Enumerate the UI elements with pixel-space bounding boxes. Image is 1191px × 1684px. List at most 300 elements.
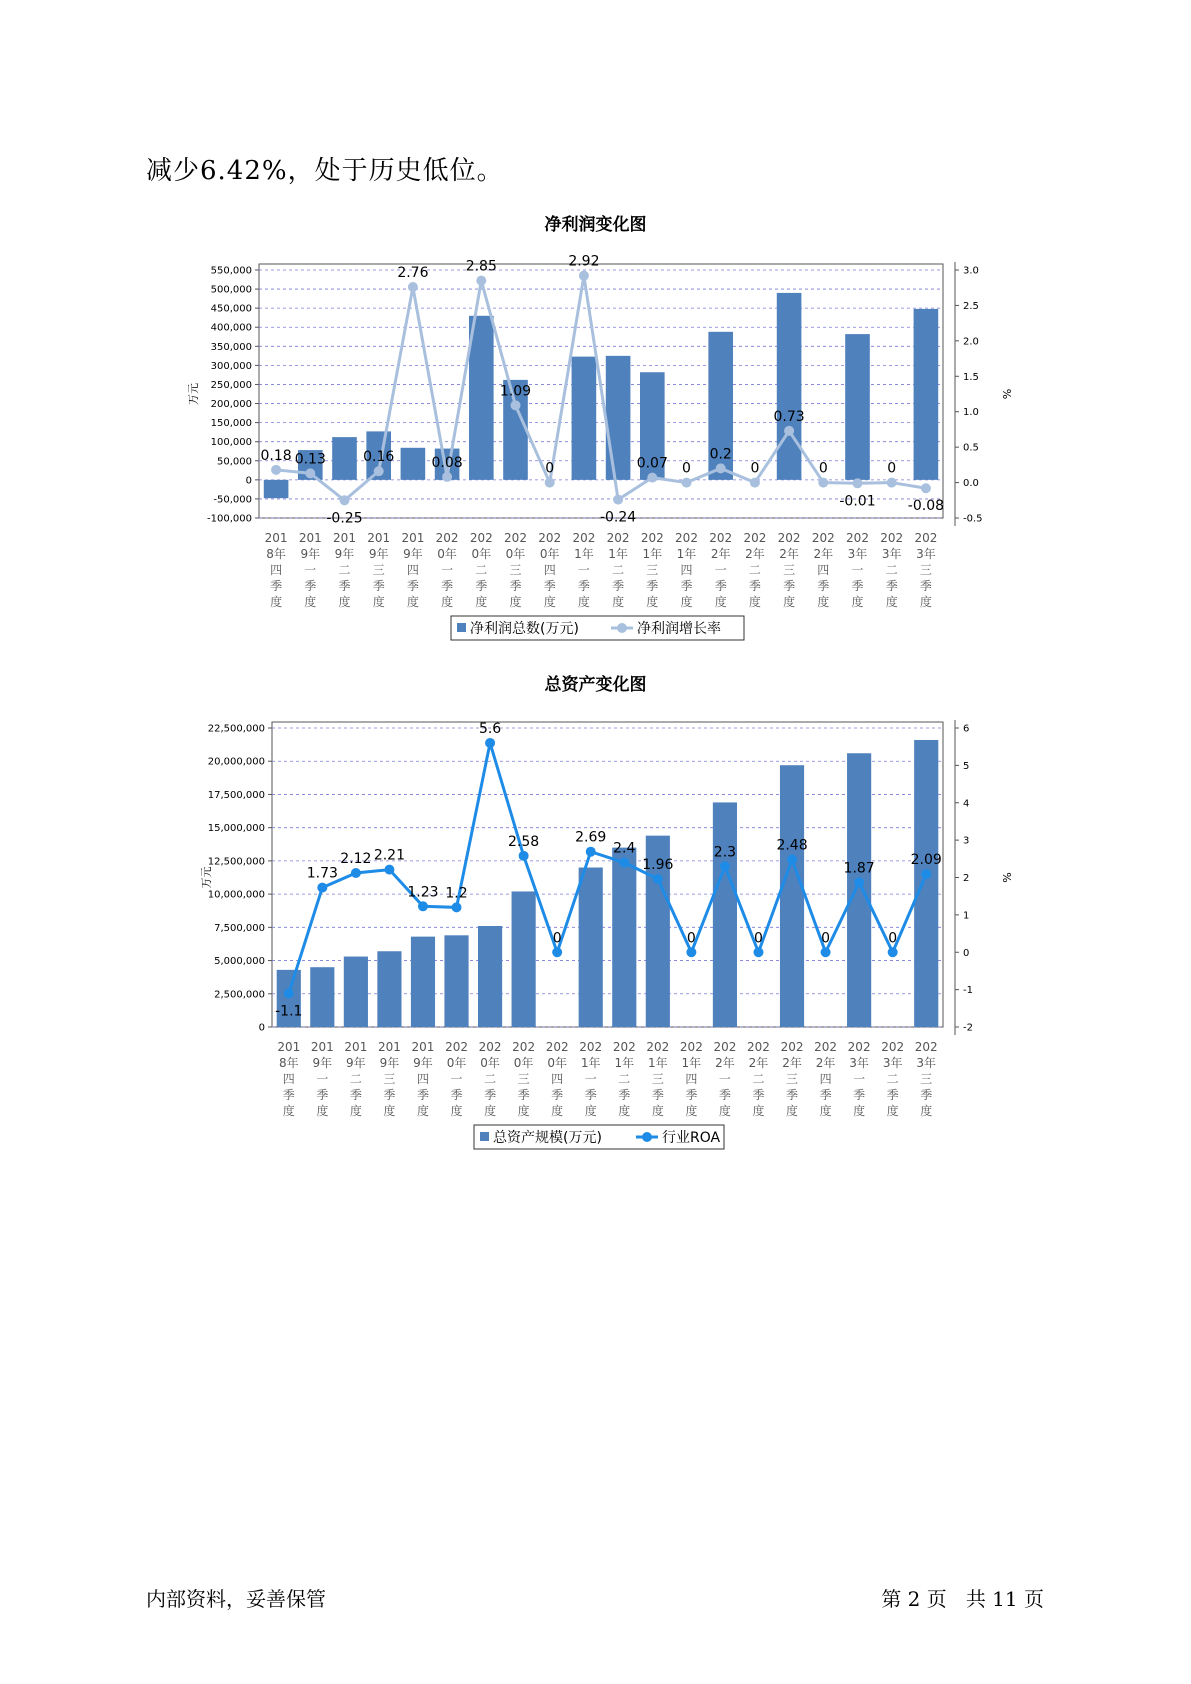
x-tick-label: 度: [304, 595, 317, 609]
x-tick-label: 四: [406, 563, 419, 577]
x-tick-label: 四: [551, 1072, 564, 1086]
x-tick-label: 季: [270, 579, 283, 593]
y-axis-title: 万元: [187, 383, 200, 405]
data-point: [821, 947, 831, 957]
data-point: [374, 466, 384, 476]
x-tick-label: 8年: [278, 1056, 299, 1070]
x-tick-label: 度: [406, 595, 419, 609]
data-point: [552, 947, 562, 957]
intro-paragraph: 减少6.42%，处于历史低位。: [146, 156, 504, 186]
x-tick-label: 三: [509, 563, 522, 577]
x-tick-label: 一: [441, 563, 454, 577]
x-tick-label: 度: [919, 595, 932, 609]
x-tick-label: 1年: [648, 1056, 668, 1070]
data-point: [787, 855, 797, 865]
x-tick-label: 一: [851, 563, 864, 577]
data-label: 2.21: [373, 847, 406, 864]
x-tick-label: 9年: [312, 1056, 333, 1070]
x-tick-label: 202: [504, 531, 527, 545]
bar: [606, 356, 631, 480]
x-tick-label: 202: [579, 1040, 603, 1054]
x-tick-label: 3年: [847, 547, 868, 561]
data-label: 2.4: [613, 840, 636, 857]
data-label: -1.1: [275, 1003, 303, 1020]
plot-frame: [272, 722, 943, 1027]
x-tick-label: 度: [450, 1104, 463, 1118]
x-tick-label: 202: [914, 531, 938, 545]
x-tick-label: 201: [401, 531, 425, 545]
bar: [469, 316, 494, 480]
x-tick-label: 四: [685, 1072, 698, 1086]
data-point: [351, 868, 361, 878]
x-tick-label: 度: [349, 1104, 362, 1118]
data-point: [317, 883, 327, 893]
x-tick-label: 0年: [480, 1056, 500, 1070]
bar: [713, 802, 737, 1027]
x-tick-label: 201: [344, 1040, 368, 1054]
y-tick-label: 50,000: [217, 456, 252, 468]
x-tick-label: 度: [282, 1104, 295, 1118]
x-tick-label: 度: [651, 1104, 664, 1118]
x-tick-label: 三: [786, 1072, 799, 1086]
x-tick-label: 度: [509, 595, 522, 609]
x-tick-label: 二: [475, 563, 488, 577]
data-point: [921, 483, 931, 493]
x-tick-label: 度: [786, 1104, 799, 1118]
x-tick-label: 2年: [748, 1056, 769, 1070]
data-point: [750, 478, 760, 488]
x-tick-label: 2年: [715, 1056, 735, 1070]
data-label: 0: [888, 930, 898, 947]
data-label: 2.58: [508, 833, 540, 850]
x-tick-label: 度: [270, 595, 283, 609]
x-tick-label: 一: [577, 563, 590, 577]
y2-tick-label: 2.5: [963, 300, 979, 312]
x-tick-label: 三: [919, 563, 932, 577]
x-tick-label: 季: [714, 579, 727, 593]
x-tick-label: 四: [270, 563, 283, 577]
x-tick-label: 度: [475, 595, 488, 609]
data-label: 1.2: [445, 885, 468, 902]
y-tick-label: 150,000: [210, 418, 252, 430]
y2-tick-label: 1.0: [963, 407, 979, 419]
data-point: [519, 851, 529, 861]
x-tick-label: 202: [811, 531, 835, 545]
x-tick-label: 202: [640, 531, 664, 545]
x-tick-label: 季: [853, 1088, 866, 1102]
y-tick-label: 0: [245, 475, 252, 487]
data-point: [682, 478, 692, 488]
data-point: [854, 877, 864, 887]
x-tick-label: 三: [783, 563, 796, 577]
bar: [572, 357, 597, 480]
x-tick-label: 二: [612, 563, 625, 577]
x-tick-label: 度: [551, 1104, 564, 1118]
x-tick-label: 3年: [882, 1056, 903, 1070]
data-point: [647, 473, 657, 483]
bar: [847, 753, 871, 1027]
x-tick-label: 四: [543, 563, 556, 577]
x-tick-label: 度: [612, 595, 625, 609]
y2-tick-label: 0.0: [963, 478, 979, 490]
y-tick-label: 0: [258, 1022, 265, 1034]
data-point: [888, 947, 898, 957]
x-tick-label: 三: [651, 1072, 664, 1086]
x-tick-label: 度: [584, 1104, 597, 1118]
x-tick-label: 二: [618, 1072, 631, 1086]
x-tick-label: 度: [714, 595, 727, 609]
data-label: 1.96: [642, 856, 674, 873]
x-tick-label: 2年: [745, 547, 765, 561]
x-tick-label: 202: [846, 531, 869, 545]
x-tick-label: 度: [646, 595, 659, 609]
y-tick-label: 22,500,000: [207, 723, 265, 735]
net-profit-chart-title: 净利润变化图: [544, 215, 647, 235]
x-tick-label: 季: [612, 579, 625, 593]
x-tick-label: 季: [349, 1088, 362, 1102]
y-tick-label: -100,000: [207, 513, 252, 525]
x-tick-label: 201: [277, 1040, 301, 1054]
legend-bar-swatch: [480, 1132, 489, 1141]
y-tick-label: 350,000: [210, 341, 252, 353]
x-tick-label: 二: [484, 1072, 497, 1086]
legend-bar-label: 净利润总数(万元): [470, 621, 579, 637]
x-tick-label: 季: [851, 579, 864, 593]
x-tick-label: 一: [584, 1072, 597, 1086]
y2-tick-label: 0: [963, 947, 970, 959]
x-tick-label: 三: [383, 1072, 396, 1086]
x-tick-label: 季: [819, 1088, 832, 1102]
data-point: [340, 495, 350, 505]
data-point: [284, 988, 294, 998]
x-tick-label: 202: [435, 531, 459, 545]
y2-tick-label: 4: [963, 798, 970, 810]
x-tick-label: 0年: [513, 1056, 534, 1070]
net-profit-chart: [0, 240, 1191, 637]
y2-tick-label: 0.5: [963, 442, 979, 454]
data-label: 5.6: [478, 720, 502, 737]
x-tick-label: 2年: [813, 547, 834, 561]
y-tick-label: 5,000,000: [214, 956, 265, 968]
data-label: 0: [887, 460, 897, 477]
x-tick-label: 度: [885, 595, 898, 609]
x-tick-label: 度: [416, 1104, 429, 1118]
x-tick-label: 202: [675, 531, 698, 545]
x-tick-label: 四: [680, 563, 693, 577]
legend-bar-swatch: [457, 623, 466, 632]
x-tick-label: 四: [819, 1072, 832, 1086]
bar: [411, 937, 435, 1027]
y-tick-label: 500,000: [210, 284, 252, 296]
y2-tick-label: 3: [963, 835, 970, 847]
x-tick-label: 季: [651, 1088, 664, 1102]
x-tick-label: 度: [484, 1104, 497, 1118]
y-tick-label: 300,000: [210, 360, 252, 372]
data-label: 2.12: [340, 851, 372, 868]
x-tick-label: 三: [920, 1072, 933, 1086]
y-tick-label: 2,500,000: [214, 989, 265, 1001]
y2-tick-label: 6: [963, 723, 970, 735]
x-tick-label: 202: [777, 531, 801, 545]
data-point: [720, 861, 730, 871]
x-tick-label: 季: [484, 1088, 497, 1102]
bar: [264, 480, 289, 498]
x-tick-label: 季: [383, 1088, 396, 1102]
bar: [478, 926, 502, 1027]
y2-tick-label: -2: [963, 1022, 973, 1034]
data-label: -0.24: [599, 509, 637, 526]
data-point: [613, 495, 623, 505]
bar: [512, 891, 536, 1027]
data-label: 2.92: [568, 253, 600, 270]
x-tick-label: 一: [714, 563, 727, 577]
data-label: 0.08: [431, 454, 463, 471]
x-tick-label: 2年: [782, 1056, 802, 1070]
x-tick-label: 202: [512, 1040, 536, 1054]
x-tick-label: 季: [406, 579, 419, 593]
x-tick-label: 202: [914, 1040, 938, 1054]
x-tick-label: 度: [618, 1104, 631, 1118]
x-tick-label: 季: [543, 579, 556, 593]
x-tick-label: 度: [851, 595, 864, 609]
x-tick-label: 1年: [676, 547, 697, 561]
x-tick-label: 201: [264, 531, 288, 545]
x-tick-label: 季: [338, 579, 351, 593]
data-label: 0: [682, 460, 691, 477]
x-tick-label: 0年: [437, 547, 457, 561]
x-tick-label: 季: [783, 579, 796, 593]
bar: [310, 967, 334, 1027]
x-tick-label: 202: [478, 1040, 502, 1054]
bar: [332, 437, 357, 480]
data-point: [305, 468, 315, 478]
x-tick-label: 度: [441, 595, 454, 609]
x-tick-label: 度: [748, 595, 761, 609]
y-tick-label: 100,000: [210, 437, 252, 449]
x-tick-label: 度: [817, 595, 830, 609]
y-tick-label: 200,000: [210, 399, 252, 411]
x-tick-label: 季: [551, 1088, 564, 1102]
data-label: 2.69: [575, 829, 607, 846]
data-label: 0.07: [636, 455, 668, 472]
x-tick-label: 2年: [710, 547, 731, 561]
x-tick-label: 度: [338, 595, 351, 609]
x-tick-label: 四: [282, 1072, 295, 1086]
data-label: 1.73: [306, 865, 338, 882]
data-label: 2.09: [910, 852, 942, 869]
x-tick-label: 季: [748, 579, 761, 593]
data-label: 2.3: [713, 844, 737, 861]
legend-line-label: 净利润增长率: [637, 621, 721, 637]
x-tick-label: 季: [752, 1088, 765, 1102]
x-tick-label: 一: [718, 1072, 731, 1086]
x-tick-label: 度: [543, 595, 556, 609]
y2-tick-label: 5: [963, 760, 970, 772]
x-tick-label: 202: [679, 1040, 703, 1054]
x-tick-label: 1年: [614, 1056, 635, 1070]
data-point: [408, 282, 418, 292]
bar: [579, 868, 603, 1027]
x-tick-label: 度: [920, 1104, 933, 1118]
x-tick-label: 季: [450, 1088, 463, 1102]
x-tick-label: 二: [886, 1072, 899, 1086]
x-tick-label: 9年: [379, 1056, 400, 1070]
x-tick-label: 202: [545, 1040, 569, 1054]
x-tick-label: 季: [885, 579, 898, 593]
x-tick-label: 0年: [547, 1056, 567, 1070]
data-label: 0.18: [260, 447, 292, 464]
x-tick-label: 3年: [916, 547, 936, 561]
y-tick-label: 7,500,000: [214, 922, 265, 934]
x-tick-label: 202: [814, 1040, 838, 1054]
x-tick-label: 9年: [368, 547, 389, 561]
data-label: 0.13: [294, 451, 326, 468]
x-tick-label: 季: [817, 579, 830, 593]
x-tick-label: 202: [646, 1040, 670, 1054]
x-tick-label: 0年: [539, 547, 560, 561]
x-tick-label: 一: [450, 1072, 463, 1086]
data-point: [653, 874, 663, 884]
x-tick-label: 季: [577, 579, 590, 593]
data-point: [753, 947, 763, 957]
data-point: [579, 271, 589, 281]
x-tick-label: 度: [685, 1104, 698, 1118]
x-tick-label: 四: [416, 1072, 429, 1086]
x-tick-label: 季: [886, 1088, 899, 1102]
x-tick-label: 度: [783, 595, 796, 609]
data-point: [418, 901, 428, 911]
y-tick-label: 17,500,000: [207, 789, 265, 801]
x-tick-label: 2年: [815, 1056, 836, 1070]
x-tick-label: 9年: [334, 547, 355, 561]
legend-line-marker: [617, 623, 627, 633]
x-tick-label: 度: [718, 1104, 731, 1118]
y2-tick-label: 3.0: [963, 265, 979, 277]
x-tick-label: 202: [713, 1040, 737, 1054]
x-tick-label: 202: [747, 1040, 770, 1054]
x-tick-label: 9年: [413, 1056, 433, 1070]
x-tick-label: 季: [646, 579, 659, 593]
y-tick-label: 12,500,000: [207, 856, 265, 868]
bar: [612, 848, 636, 1027]
x-tick-label: 一: [853, 1072, 866, 1086]
x-tick-label: 季: [920, 1088, 933, 1102]
data-point: [686, 947, 696, 957]
data-label: 0.73: [773, 408, 805, 425]
x-tick-label: 202: [612, 1040, 636, 1054]
x-tick-label: 202: [445, 1040, 468, 1054]
data-label: 0: [750, 460, 760, 477]
x-tick-label: 202: [469, 531, 493, 545]
data-label: 1.87: [843, 860, 875, 877]
x-tick-label: 度: [316, 1104, 329, 1118]
x-tick-label: 202: [709, 531, 733, 545]
x-tick-label: 1年: [574, 547, 594, 561]
x-tick-label: 1年: [642, 547, 663, 561]
y2-axis-title: %: [1000, 872, 1013, 883]
x-tick-label: 度: [517, 1104, 530, 1118]
footer-page-number: 第 2 页 共 11 页: [881, 1587, 1044, 1611]
x-tick-label: 9年: [346, 1056, 366, 1070]
x-tick-label: 三: [646, 563, 659, 577]
y-axis-title: 万元: [200, 866, 213, 889]
total-assets-chart: [0, 700, 1191, 1146]
x-tick-label: 3年: [916, 1056, 937, 1070]
data-point: [921, 869, 931, 879]
x-tick-label: 四: [817, 563, 830, 577]
x-tick-label: 0年: [471, 547, 492, 561]
y2-tick-label: 1.5: [963, 371, 979, 383]
x-tick-label: 季: [618, 1088, 631, 1102]
x-tick-label: 季: [509, 579, 522, 593]
x-tick-label: 季: [304, 579, 317, 593]
x-tick-label: 3年: [881, 547, 902, 561]
bar: [444, 935, 468, 1027]
x-tick-label: 202: [780, 1040, 804, 1054]
data-label: 0: [821, 930, 831, 947]
data-label: 0.16: [363, 449, 395, 466]
y-tick-label: 15,000,000: [207, 823, 265, 835]
y-tick-label: 250,000: [210, 379, 252, 391]
x-tick-label: 季: [718, 1088, 731, 1102]
data-label: 0: [754, 930, 763, 947]
data-label: 1.09: [499, 383, 532, 400]
x-tick-label: 二: [885, 563, 898, 577]
x-tick-label: 季: [475, 579, 488, 593]
x-tick-label: 度: [853, 1104, 866, 1118]
x-tick-label: 202: [538, 531, 562, 545]
bar: [377, 951, 401, 1027]
x-tick-label: 202: [881, 1040, 905, 1054]
footer-confidential-note: 内部资料，妥善保管: [146, 1587, 326, 1611]
x-tick-label: 季: [685, 1088, 698, 1102]
x-tick-label: 202: [606, 531, 630, 545]
x-tick-label: 二: [752, 1072, 765, 1086]
bar: [777, 293, 802, 480]
x-tick-label: 201: [310, 1040, 334, 1054]
data-point: [485, 738, 495, 748]
x-tick-label: 一: [316, 1072, 329, 1086]
data-label: -0.08: [907, 498, 945, 515]
data-label: 1.23: [407, 884, 439, 901]
x-tick-label: 二: [338, 563, 351, 577]
data-point: [853, 478, 863, 488]
data-label: 2.85: [465, 258, 497, 275]
data-point: [716, 463, 726, 473]
x-tick-label: 1年: [608, 547, 628, 561]
x-tick-label: 季: [416, 1088, 429, 1102]
x-tick-label: 201: [298, 531, 322, 545]
x-tick-label: 二: [349, 1072, 362, 1086]
legend-bar-label: 总资产规模(万元): [493, 1130, 602, 1146]
bar: [914, 740, 938, 1027]
x-tick-label: 季: [316, 1088, 329, 1102]
data-point: [384, 865, 394, 875]
data-label: 0: [552, 930, 562, 947]
legend-line-label: 行业ROA: [662, 1130, 721, 1146]
data-label: 2.48: [776, 837, 808, 854]
y2-tick-label: -0.5: [963, 513, 983, 525]
data-point: [545, 478, 555, 488]
x-tick-label: 季: [584, 1088, 597, 1102]
x-tick-label: 季: [919, 579, 932, 593]
data-point: [586, 847, 596, 857]
data-point: [452, 902, 462, 912]
data-label: 0: [686, 930, 696, 947]
x-tick-label: 2年: [779, 547, 799, 561]
data-point: [619, 858, 629, 868]
data-point: [887, 478, 897, 488]
